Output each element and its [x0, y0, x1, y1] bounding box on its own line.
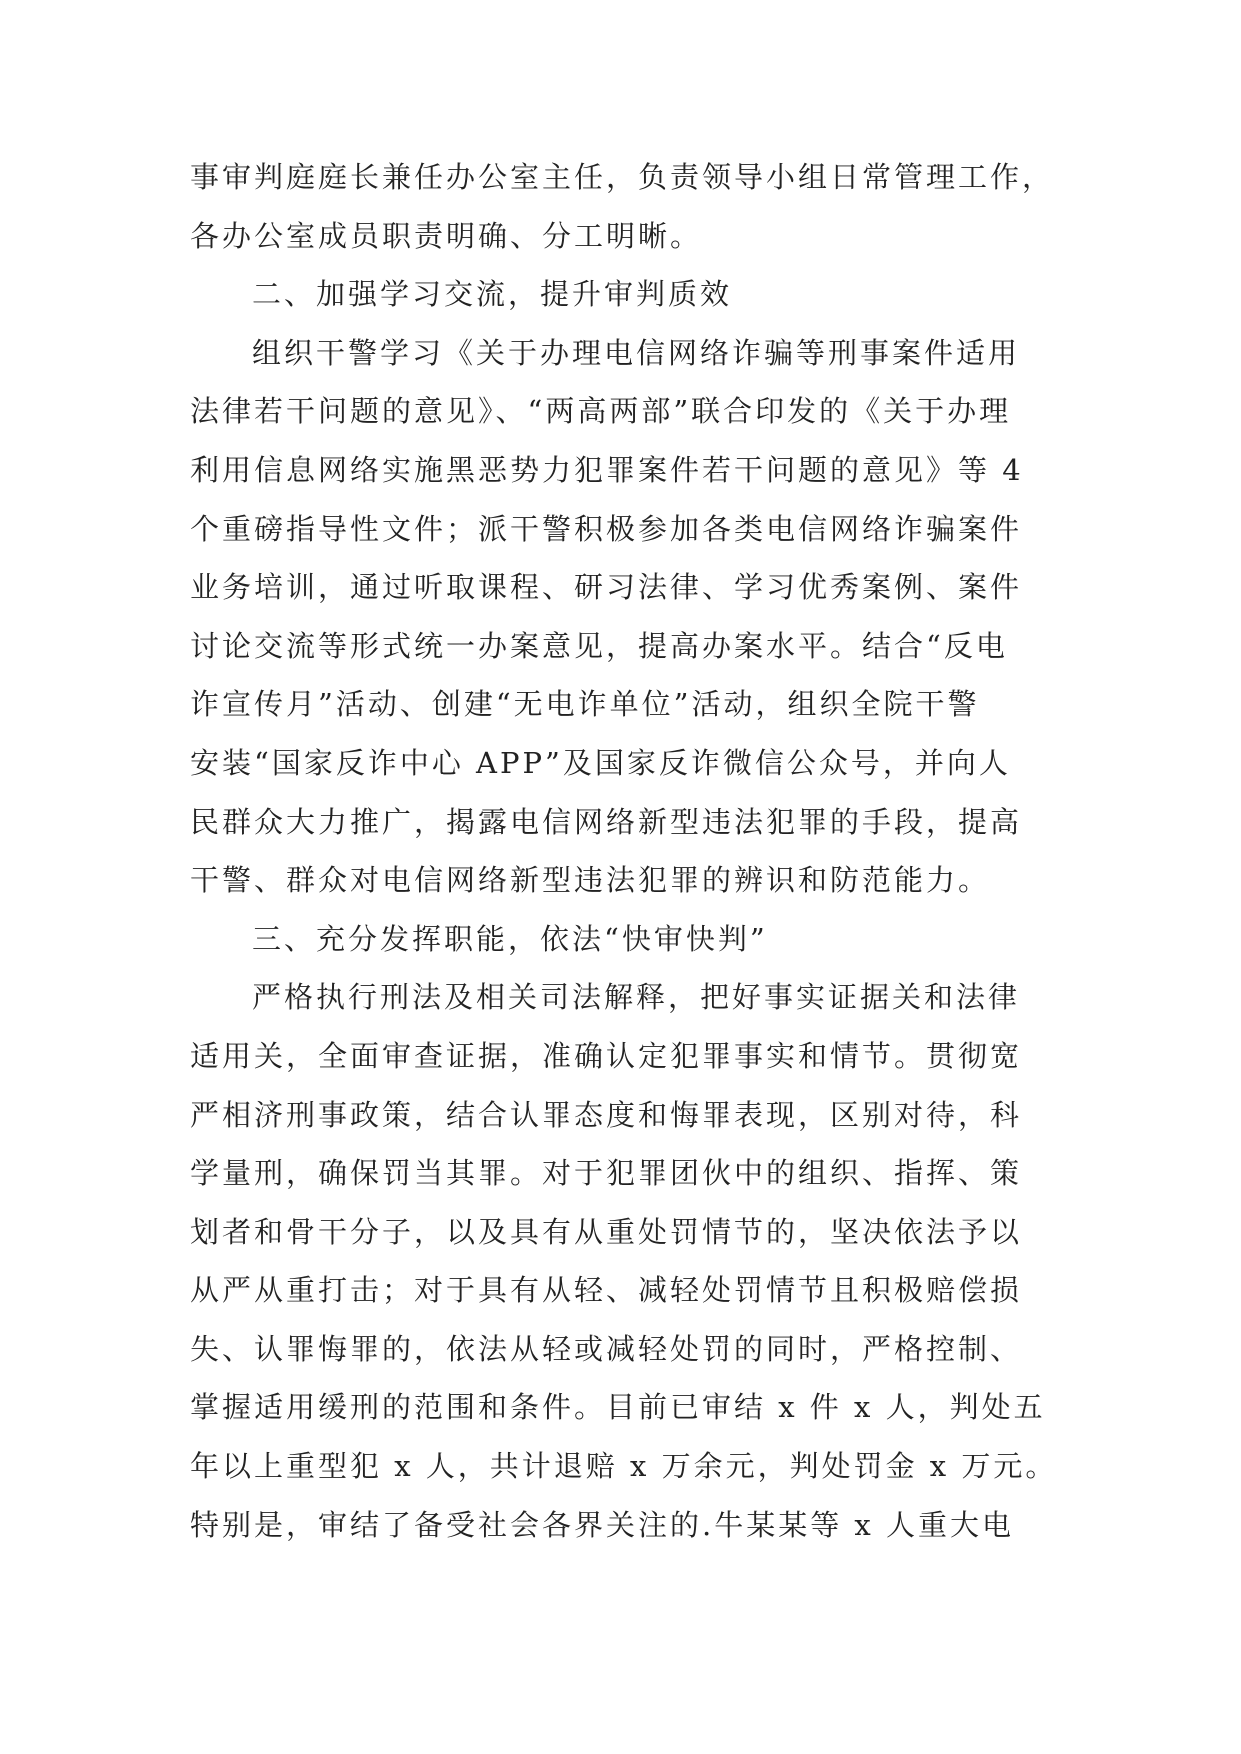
section-heading: 二、加强学习交流，提升审判质效: [252, 277, 733, 312]
section-heading: 三、充分发挥职能，依法“快审快判”: [252, 921, 768, 956]
text-line: 组织干警学习《关于办理电信网络诈骗等刑事案件适用: [252, 335, 1021, 370]
text-line: 掌握适用缓刑的范围和条件。目前已审结 x 件 x 人，判处五: [190, 1390, 1046, 1425]
text-line: 利用信息网络实施黑恶势力犯罪案件若干问题的意见》等 4: [190, 452, 1024, 487]
text-line: 各办公室成员职责明确、分工明晰。: [190, 218, 703, 253]
text-line: 学量刑，确保罚当其罪。对于犯罪团伙中的组织、指挥、策: [190, 1156, 1023, 1191]
text-line: 安装“国家反诈中心 APP”及国家反诈微信公众号，并向人: [190, 745, 1011, 780]
text-line: 诈宣传月”活动、创建“无电诈单位”活动，组织全院干警: [190, 687, 980, 722]
text-line: 特别是，审结了备受社会各界关注的.牛某某等 x 人重大电: [190, 1507, 1015, 1542]
text-line: 业务培训，通过听取课程、研习法律、学习优秀案例、案件: [190, 570, 1023, 605]
text-line: 年以上重型犯 x 人，共计退赔 x 万余元，判处罚金 x 万元。: [190, 1449, 1058, 1484]
text-line: 划者和骨干分子，以及具有从重处罚情节的，坚决依法予以: [190, 1214, 1023, 1249]
text-line: 事审判庭庭长兼任办公室主任，负责领导小组日常管理工作，: [190, 160, 1055, 194]
text-line: 失、认罪悔罪的，依法从轻或减轻处罚的同时，严格控制、: [190, 1331, 1023, 1366]
text-line: 严格执行刑法及相关司法解释，把好事实证据关和法律: [252, 980, 1021, 1015]
text-line: 适用关，全面审查证据，准确认定犯罪事实和情节。贯彻宽: [190, 1038, 1023, 1073]
text-line: 民群众大力推广，揭露电信网络新型违法犯罪的手段，提高: [190, 804, 1023, 839]
text-line: 个重磅指导性文件；派干警积极参加各类电信网络诈骗案件: [190, 511, 1023, 546]
text-line: 讨论交流等形式统一办案意见，提高办案水平。结合“反电: [190, 628, 1008, 663]
text-line: 从严从重打击；对于具有从轻、减轻处罚情节且积极赔偿损: [190, 1273, 1023, 1308]
text-line: 干警、群众对电信网络新型违法犯罪的辨识和防范能力。: [190, 863, 991, 898]
text-line: 严相济刑事政策，结合认罪态度和悔罪表现，区别对待，科: [190, 1097, 1023, 1132]
text-line: 法律若干问题的意见》、“两高两部”联合印发的《关于办理: [190, 394, 1012, 429]
body-text: [190, 148, 1090, 1554]
